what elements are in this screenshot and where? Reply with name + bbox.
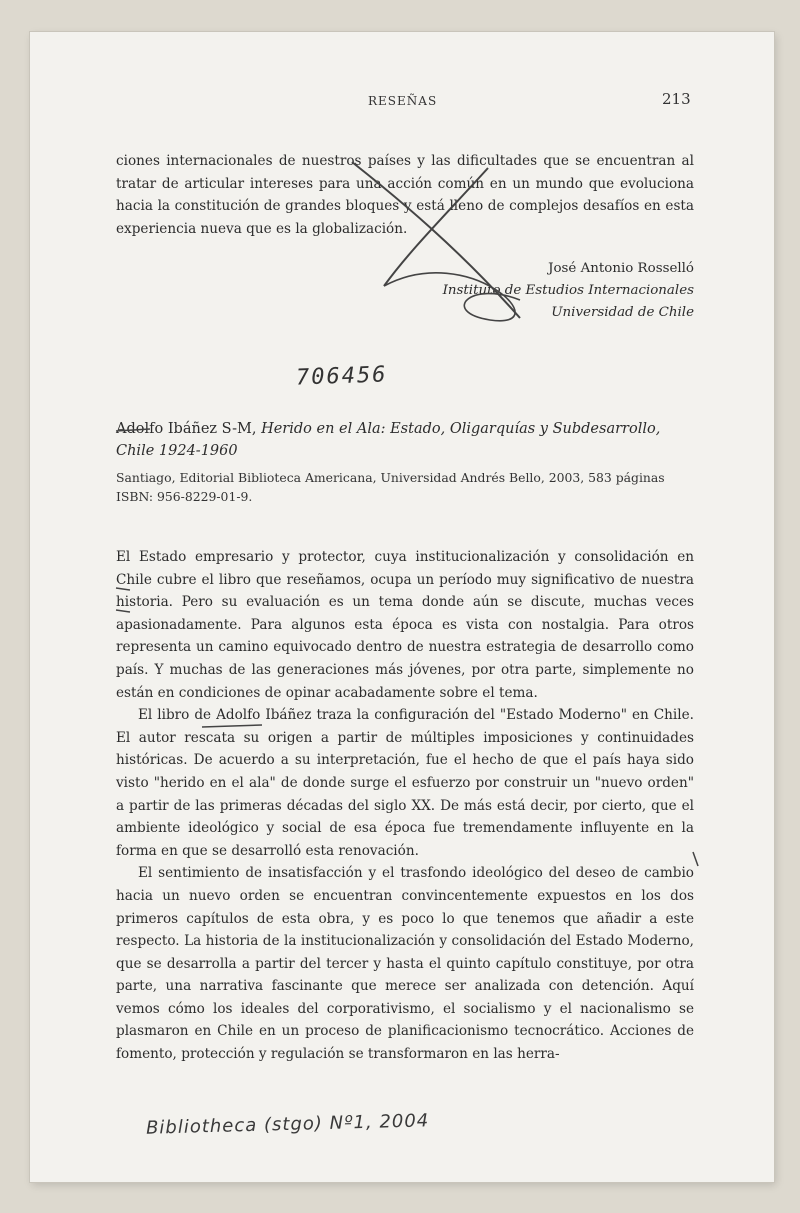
publication-details: Santiago, Editorial Biblioteca Americana, Universidad Andrés Bello, 2003, 583 páginas xyxy=(116,470,665,485)
book-title: Herido en el Ala: Estado, Oligarquías y Subdesarrollo, Chile 1924-1960 xyxy=(116,421,661,459)
book-author: Adolfo Ibáñez S-M, xyxy=(116,421,257,437)
running-head: RESEÑAS xyxy=(368,94,438,108)
isbn: ISBN: 956-8229-01-9. xyxy=(116,489,253,504)
handwritten-footer-note: Bibliotheca (stgo) Nº1, 2004 xyxy=(145,1110,430,1139)
review-body xyxy=(116,546,694,1066)
page-number: 213 xyxy=(662,90,691,108)
review-paragraph-3: El sentimiento de insatisfacción y el trasfondo ideológico del deseo de cambio hacia un nuevo orden se encuentran convincentemente expuestos en los dos primeros capítulos de esta obra, y es poco lo que tenemos que añadir a este respecto. La historia de la institucionalización y consolidación del Estado Moderno, que se desarrolla a partir del tercer y hasta el quinto capítulo constituye, por otra parte, una narrativa fascinante que merece ser analizada con detención. Aquí vemos cómo los ideales del corporativismo, el socialismo y el nacionalismo se plasmaron en Chile en un proceso de planificacionismo tecnocrático. Acciones de fomento, protección y regulación se transformaron en las herra- xyxy=(116,865,694,1063)
previous-review-closing-text: ciones internacionales de nuestros países y las dificultades que se encuentran al tratar de articular intereses para una acción común en un mundo que evoluciona hacia la constitución de grandes bloques y está lleno de complejos desafíos en esta experiencia nueva que es la globalización. xyxy=(116,153,694,237)
reviewer-institution: Instituto de Estudios Internacionales xyxy=(442,283,694,298)
review-heading xyxy=(116,418,694,462)
handwritten-catalog-number: 706456 xyxy=(295,362,388,391)
review-paragraph-2: El libro de Adolfo Ibáñez traza la configuración del "Estado Moderno" en Chile. El autor rescata su origen a partir de múltiples imposiciones y continuidades históricas. De acuerdo a su interpretación, fue el hecho de que el país haya sido visto "herido en el ala" de donde surge el esfuerzo por construir un "nuevo orden" a partir de las primeras décadas del siglo XX. De más está decir, por cierto, que el ambiente ideológico y social de esa época fue tremendamente influyente en la forma en que se desarrolló esta renovación. xyxy=(116,707,694,859)
publication-info xyxy=(116,468,694,506)
reviewer-signature-block xyxy=(380,258,694,324)
review-paragraph-1: El Estado empresario y protector, cuya institucionalización y consolidación en Chile cubre el libro que reseñamos, ocupa un período muy significativo de nuestra historia. Pero su evaluación es un tema donde aún se discute, muchas veces apasionadamente. Para algunos esta época es vista con nostalgia. Para otros representa un camino equivocado dentro de nuestra estrategia de desarrollo como país. Y muchas de las generaciones más jóvenes, por otra parte, simplemente no están en condiciones de opinar acabadamente sobre el tema. xyxy=(116,549,694,701)
reviewer-name: José Antonio Rosselló xyxy=(548,261,694,276)
reviewer-university: Universidad de Chile xyxy=(551,305,694,320)
